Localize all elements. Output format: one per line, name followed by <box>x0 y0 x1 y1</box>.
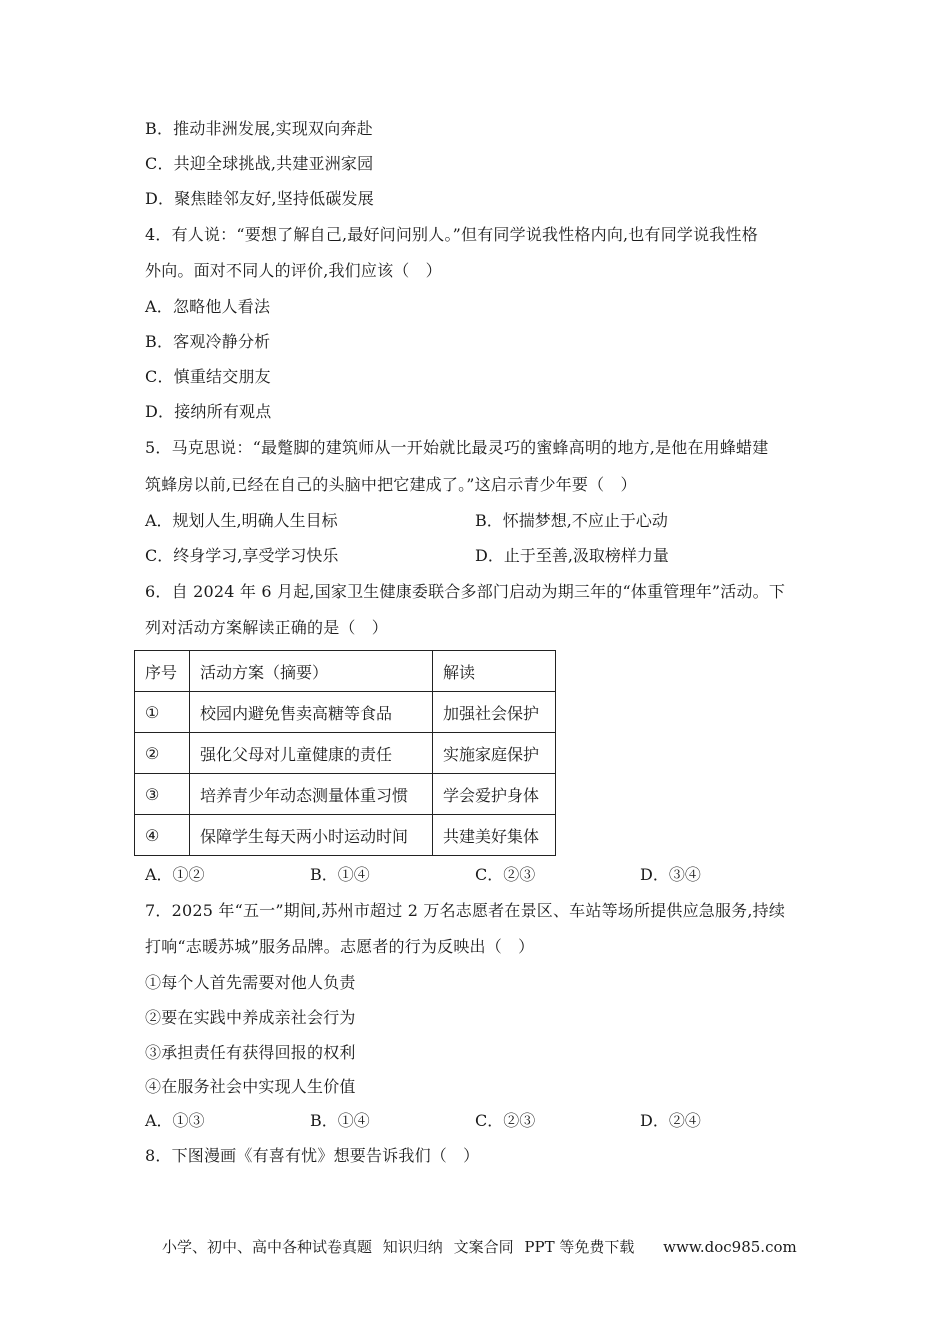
footer-text-knowledge: 知识归纳 <box>382 1238 443 1256</box>
table-cell: ① <box>135 692 190 733</box>
q5-option-b: B．怀揣梦想,不应止于心动 <box>475 511 668 530</box>
table-cell: 加强社会保护 <box>433 692 556 733</box>
table-cell: 学会爱护身体 <box>433 774 556 815</box>
q6-option-d: D．③④ <box>640 865 701 884</box>
table-cell: ④ <box>135 815 190 856</box>
table-header-cell: 序号 <box>135 651 190 692</box>
table-cell: ② <box>135 733 190 774</box>
q5-option-d: D．止于至善,汲取榜样力量 <box>475 546 669 565</box>
footer-website-link[interactable]: www.doc985.com <box>663 1238 797 1256</box>
q4-option-c: C．慎重结交朋友 <box>145 367 271 386</box>
table-header-cell: 活动方案（摘要） <box>190 651 433 692</box>
q7-option-d: D．②④ <box>640 1111 701 1130</box>
q6-option-c: C．②③ <box>475 865 536 884</box>
activity-plan-table <box>134 650 556 856</box>
q4-stem-line2: 外向。面对不同人的评价,我们应该（ ） <box>145 261 442 280</box>
page-footer <box>162 1237 803 1257</box>
table-row <box>135 733 556 774</box>
q3-option-b: B．推动非洲发展,实现双向奔赴 <box>145 119 373 138</box>
q7-statement-3: ③承担责任有获得回报的权利 <box>145 1043 356 1062</box>
q3-option-c: C．共迎全球挑战,共建亚洲家园 <box>145 154 374 173</box>
q5-stem-line2: 筑蜂房以前,已经在自己的头脑中把它建成了。”这启示青少年要（ ） <box>145 475 637 494</box>
table-cell: 共建美好集体 <box>433 815 556 856</box>
table-cell: 培养青少年动态测量体重习惯 <box>190 774 433 815</box>
footer-text-ppt: PPT 等免费下载 <box>524 1238 635 1256</box>
q7-stem-line1: 7．2025 年“五一”期间,苏州市超过 2 万名志愿者在景区、车站等场所提供应急服务,持续 <box>145 901 786 920</box>
q7-option-c: C．②③ <box>475 1111 536 1130</box>
table-header-row <box>135 651 556 692</box>
table-cell: 强化父母对儿童健康的责任 <box>190 733 433 774</box>
q4-option-a: A．忽略他人看法 <box>145 297 271 316</box>
q5-option-c: C．终身学习,享受学习快乐 <box>145 546 339 565</box>
table-cell: 保障学生每天两小时运动时间 <box>190 815 433 856</box>
q7-option-b: B．①④ <box>310 1111 370 1130</box>
footer-text-papers: 小学、初中、高中各种试卷真题 <box>162 1238 373 1256</box>
q6-option-a: A．①② <box>145 865 205 884</box>
table-row <box>135 692 556 733</box>
table-row <box>135 815 556 856</box>
q6-stem-line2: 列对活动方案解读正确的是（ ） <box>145 618 389 637</box>
table-cell: 校园内避免售卖高糖等食品 <box>190 692 433 733</box>
q7-option-a: A．①③ <box>145 1111 205 1130</box>
table-cell: ③ <box>135 774 190 815</box>
q7-stem-line2: 打响“志暖苏城”服务品牌。志愿者的行为反映出（ ） <box>145 937 535 956</box>
q5-option-a: A．规划人生,明确人生目标 <box>145 511 338 530</box>
footer-text-docs: 文案合同 <box>453 1238 514 1256</box>
table-header-cell: 解读 <box>433 651 556 692</box>
q8-stem-line1: 8．下图漫画《有喜有忧》想要告诉我们（ ） <box>145 1146 480 1165</box>
q6-option-b: B．①④ <box>310 865 370 884</box>
table-row <box>135 774 556 815</box>
q4-option-d: D．接纳所有观点 <box>145 402 272 421</box>
table-cell: 实施家庭保护 <box>433 733 556 774</box>
q7-statement-1: ①每个人首先需要对他人负责 <box>145 973 356 992</box>
q6-stem-line1: 6．自 2024 年 6 月起,国家卫生健康委联合多部门启动为期三年的“体重管理年”活动。下 <box>145 582 786 601</box>
q4-option-b: B．客观冷静分析 <box>145 332 271 351</box>
q4-stem-line1: 4．有人说：“要想了解自己,最好问问别人。”但有同学说我性格内向,也有同学说我性格 <box>145 225 758 244</box>
q5-stem-line1: 5．马克思说：“最蹩脚的建筑师从一开始就比最灵巧的蜜蜂高明的地方,是他在用蜂蜡建 <box>145 438 769 457</box>
q7-statement-2: ②要在实践中养成亲社会行为 <box>145 1008 356 1027</box>
q7-statement-4: ④在服务社会中实现人生价值 <box>145 1077 356 1096</box>
q3-option-d: D．聚焦睦邻友好,坚持低碳发展 <box>145 189 374 208</box>
